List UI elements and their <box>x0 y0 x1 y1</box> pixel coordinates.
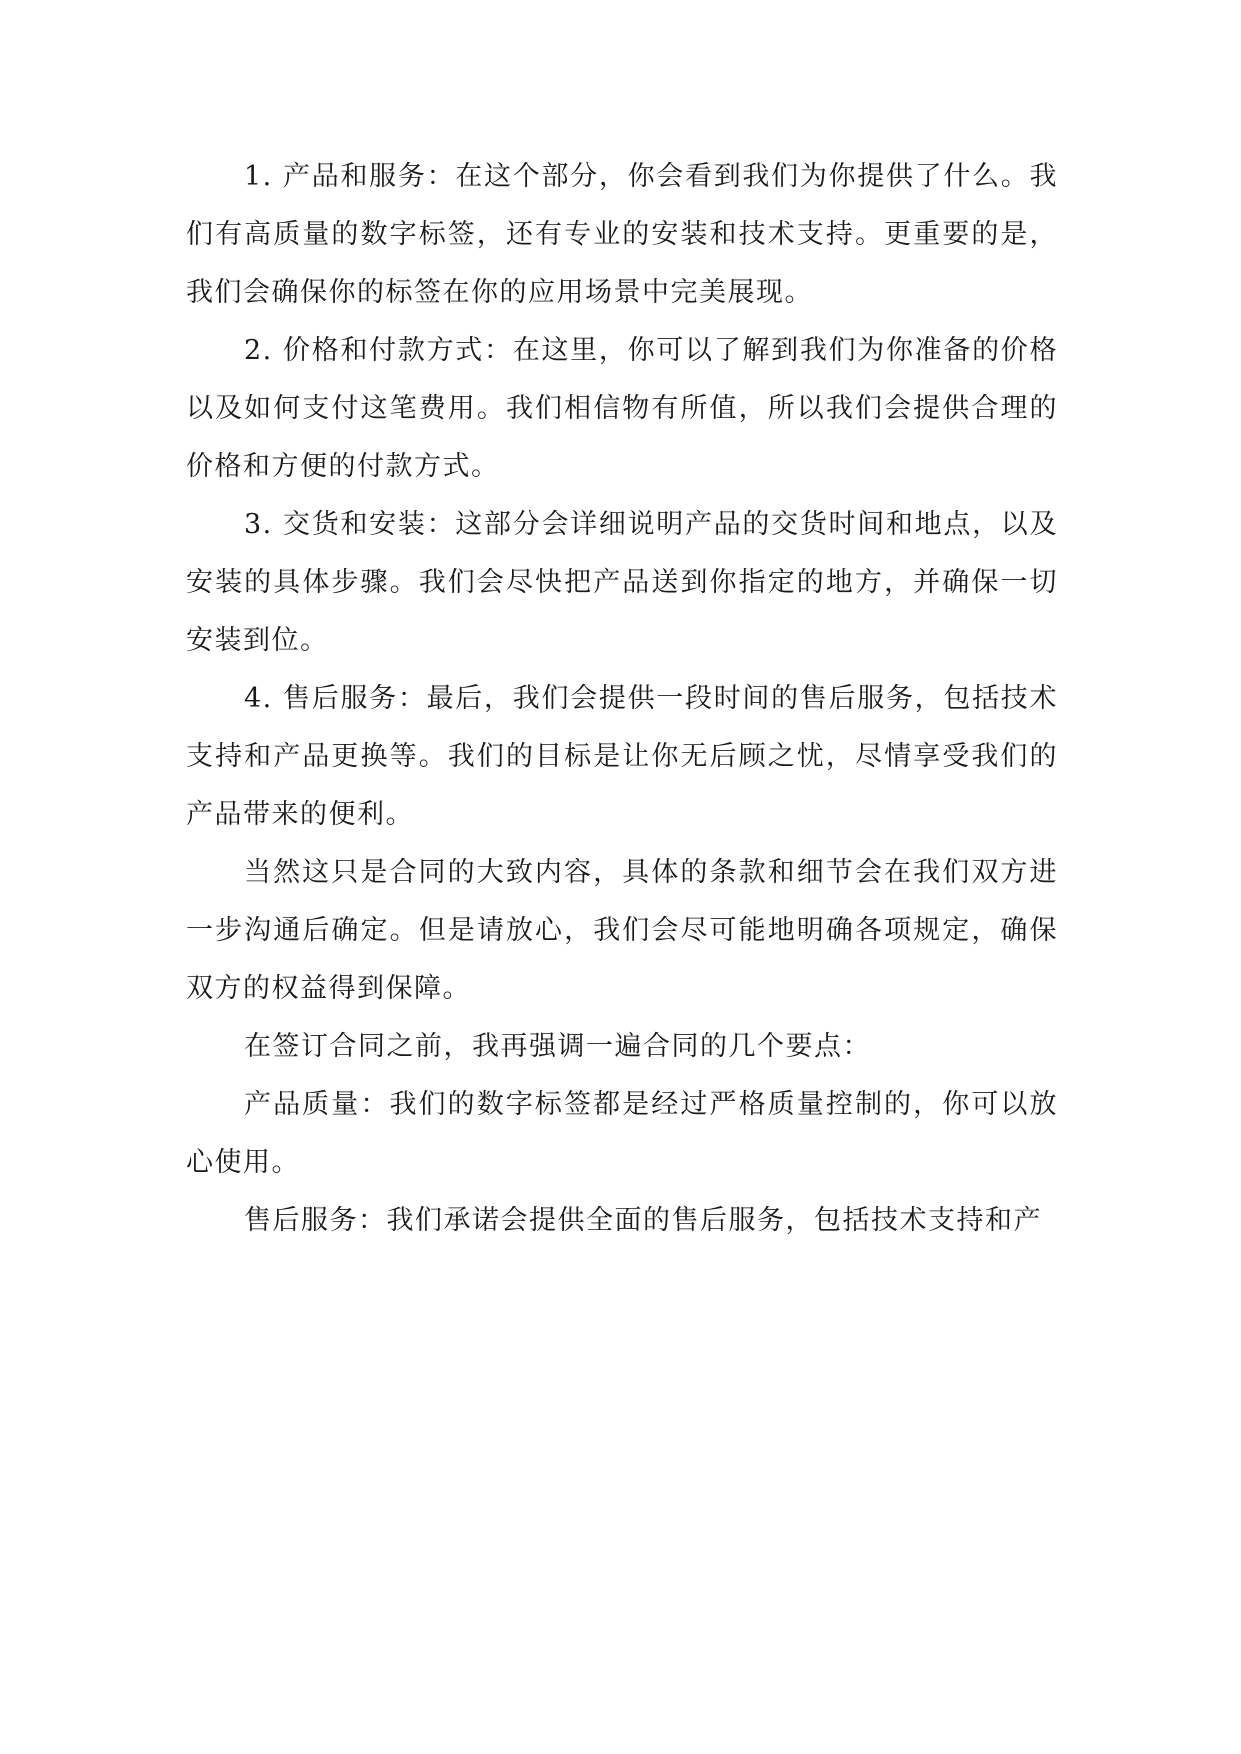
paragraph-price-payment: 2. 价格和付款方式：在这里，你可以了解到我们为你准备的价格以及如何支付这笔费用。我们相信物有所值，所以我们会提供合理的价格和方便的付款方式。 <box>186 335 1058 482</box>
paragraph-product-quality: 产品质量：我们的数字标签都是经过严格质量控制的，你可以放心使用。 <box>186 1089 1058 1178</box>
paragraph-delivery-installation: 3. 交货和安装：这部分会详细说明产品的交货时间和地点，以及安装的具体步骤。我们会尽快把产品送到你指定的地方，并确保一切安装到位。 <box>186 509 1058 656</box>
paragraph-after-sales-commitment: 售后服务：我们承诺会提供全面的售后服务，包括技术支持和产 <box>244 1205 1042 1236</box>
paragraph-contract-summary: 当然这只是合同的大致内容，具体的条款和细节会在我们双方进一步沟通后确定。但是请放心，我们会尽可能地明确各项规定，确保双方的权益得到保障。 <box>186 857 1058 1004</box>
paragraph-key-points-intro: 在签订合同之前，我再强调一遍合同的几个要点： <box>244 1031 871 1062</box>
paragraph-products-services: 1. 产品和服务：在这个部分，你会看到我们为你提供了什么。我们有高质量的数字标签，还有专业的安装和技术支持。更重要的是，我们会确保你的标签在你的应用场景中完美展现。 <box>186 161 1058 308</box>
paragraph-after-sales: 4. 售后服务：最后，我们会提供一段时间的售后服务，包括技术支持和产品更换等。我们的目标是让你无后顾之忧，尽情享受我们的产品带来的便利。 <box>186 683 1058 830</box>
document-body <box>186 148 1058 1250</box>
